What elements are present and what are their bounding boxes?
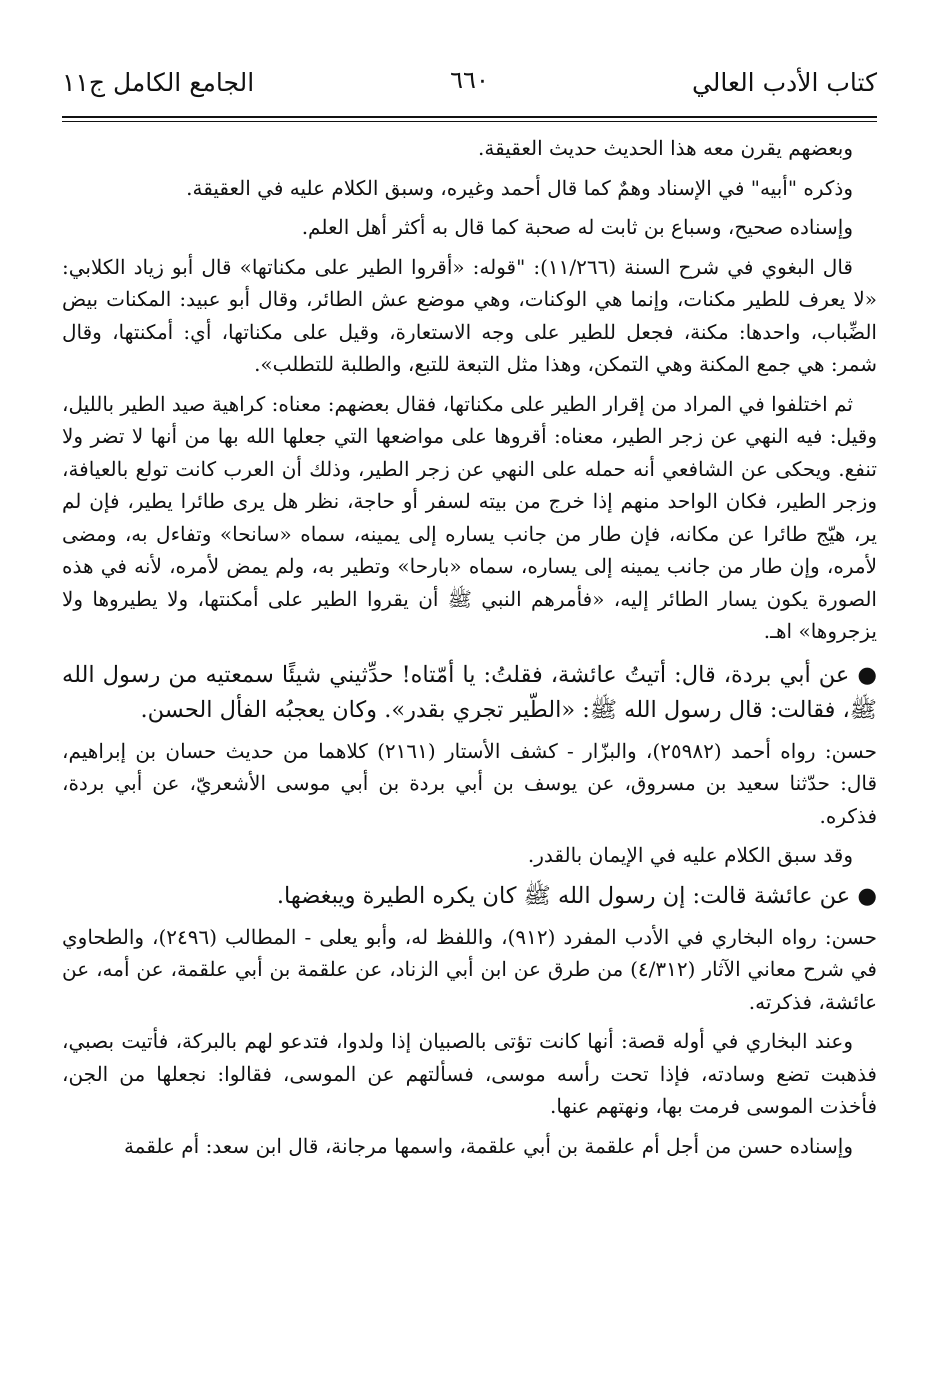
book-title: كتاب الأدب العالي — [691, 68, 877, 97]
paragraph: وإسناده حسن من أجل أم علقمة بن أبي علقمة، واسمها مرجانة، قال ابن سعد: أم علقمة — [123, 1133, 853, 1158]
paragraph: وبعضهم يقرن معه هذا الحديث حديث العقيقة. — [478, 136, 853, 160]
page-body — [62, 132, 877, 1162]
paragraph: وإسناده صحيح، وسباع بن ثابت له صحبة كما قال به أكثر أهل العلم. — [301, 215, 853, 239]
header-rule-thin — [62, 121, 877, 122]
paragraph: وقد سبق الكلام عليه في الإيمان بالقدر. — [527, 843, 853, 867]
takhrij-paragraph: حسن: رواه البخاري في الأدب المفرد (٩١٢)، واللفظ له، وأبو يعلى - المطالب (٢٤٩٦)، والطحاوي في شرح معاني الآثار (٤/٣١٢) من طرق عن ابن أبي الزناد، عن علقمة بن أبي علقمة، عن أمه، عن عائشة، فذكرته. — [62, 924, 877, 1014]
takhrij-paragraph: حسن: رواه أحمد (٢٥٩٨٢)، والبزّار - كشف الأستار (٢١٦١) كلاهما من حديث حسان بن إبراهيم، قال: حدّثنا سعيد بن مسروق، عن يوسف بن أبي بردة بن أبي موسى الأشعريّ، عن أبي بردة، فذكره. — [62, 738, 878, 828]
page-header — [62, 56, 877, 96]
paragraph: ثم اختلفوا في المراد من إقرار الطير على مكناتها، فقال بعضهم: معناه: كراهية صيد الطير بالليل، وقيل: فيه النهي عن زجر الطير، معناه: أقروها على مواضعها التي جعلها الله بها من أنها لا تضر ولا تنفع. ويحكى عن الشافعي أنه حمله على النهي عن زجر الطير، وذلك أن العرب كانت تولع بالعيافة، وزجر الطير، فكان الواحد منهم إذا خرج من بيته لسفر أو حاجة، نظر هل يرى طائرا يطير، فإن لم ير، هيّج طائرا عن مكانه، فإن طار من جانب يساره إلى يمينه، سماه «سانحا» وتفاءل به، ومضى لأمره، وإن طار من جانب يمينه إلى يساره، سماه «بارحا» وتطير به، ولم يمض لأمره، لأنه في هذه الصورة يكون يسار الطائر إليه، «فأمرهم النبي ﷺ أن يقروا الطير على أمكنتها، ولا يطيروها ولا يزجروها» اهـ. — [62, 391, 877, 643]
volume-label: الجامع الكامل ج١١ — [62, 68, 255, 97]
header-rule-thick — [62, 116, 877, 118]
paragraph: قال البغوي في شرح السنة (١١/٢٦٦): "قوله: «أقروا الطير على مكناتها» قال أبو زياد الكلابي: «لا يعرف للطير مكنات، وإنما هي الوكنات، وهي موضع عش الطائر، وقال أبو عبيد: المكنات بيض الضِّباب، واحدها: مكنة، فجعل للطير على وجه الاستعارة، وقيل على مكناتها، أي: أمكنتها، وقال شمر: هي جمع المكنة وهي التمكن، وهذا مثل التبعة للتبع، والطلبة للتطلب». — [62, 254, 877, 376]
paragraph: وذكره "أبيه" في الإسناد وهمٌ كما قال أحمد وغيره، وسبق الكلام عليه في العقيقة. — [186, 175, 853, 200]
hadith-paragraph: ● عن عائشة قالت: إن رسول الله ﷺ كان يكره الطيرة ويبغضها. — [276, 882, 877, 909]
paragraph: وعند البخاري في أوله قصة: أنها كانت تؤتى بالصبيان إذا ولدوا، فتدعو لهم بالبركة، فأتيت بصبي، فذهبت تضع وسادته، فإذا تحت رأسه موسى، فسألتهم عن الموسى، فقالوا: نجعلها من الجن، فأخذت الموسى فرمت بها، ونهتهم عنها. — [62, 1029, 877, 1118]
page-number: ٦٦٠ — [450, 66, 489, 94]
hadith-paragraph: ● عن أبي بردة، قال: أتيتُ عائشة، فقلتُ: يا أمّتاه! حدِّثيني شيئًا سمعتيه من رسول الله ﷺ، فقالت: قال رسول الله ﷺ: «الطّير تجري بقدر». وكان يعجبُه الفأل الحسن. — [62, 661, 877, 723]
